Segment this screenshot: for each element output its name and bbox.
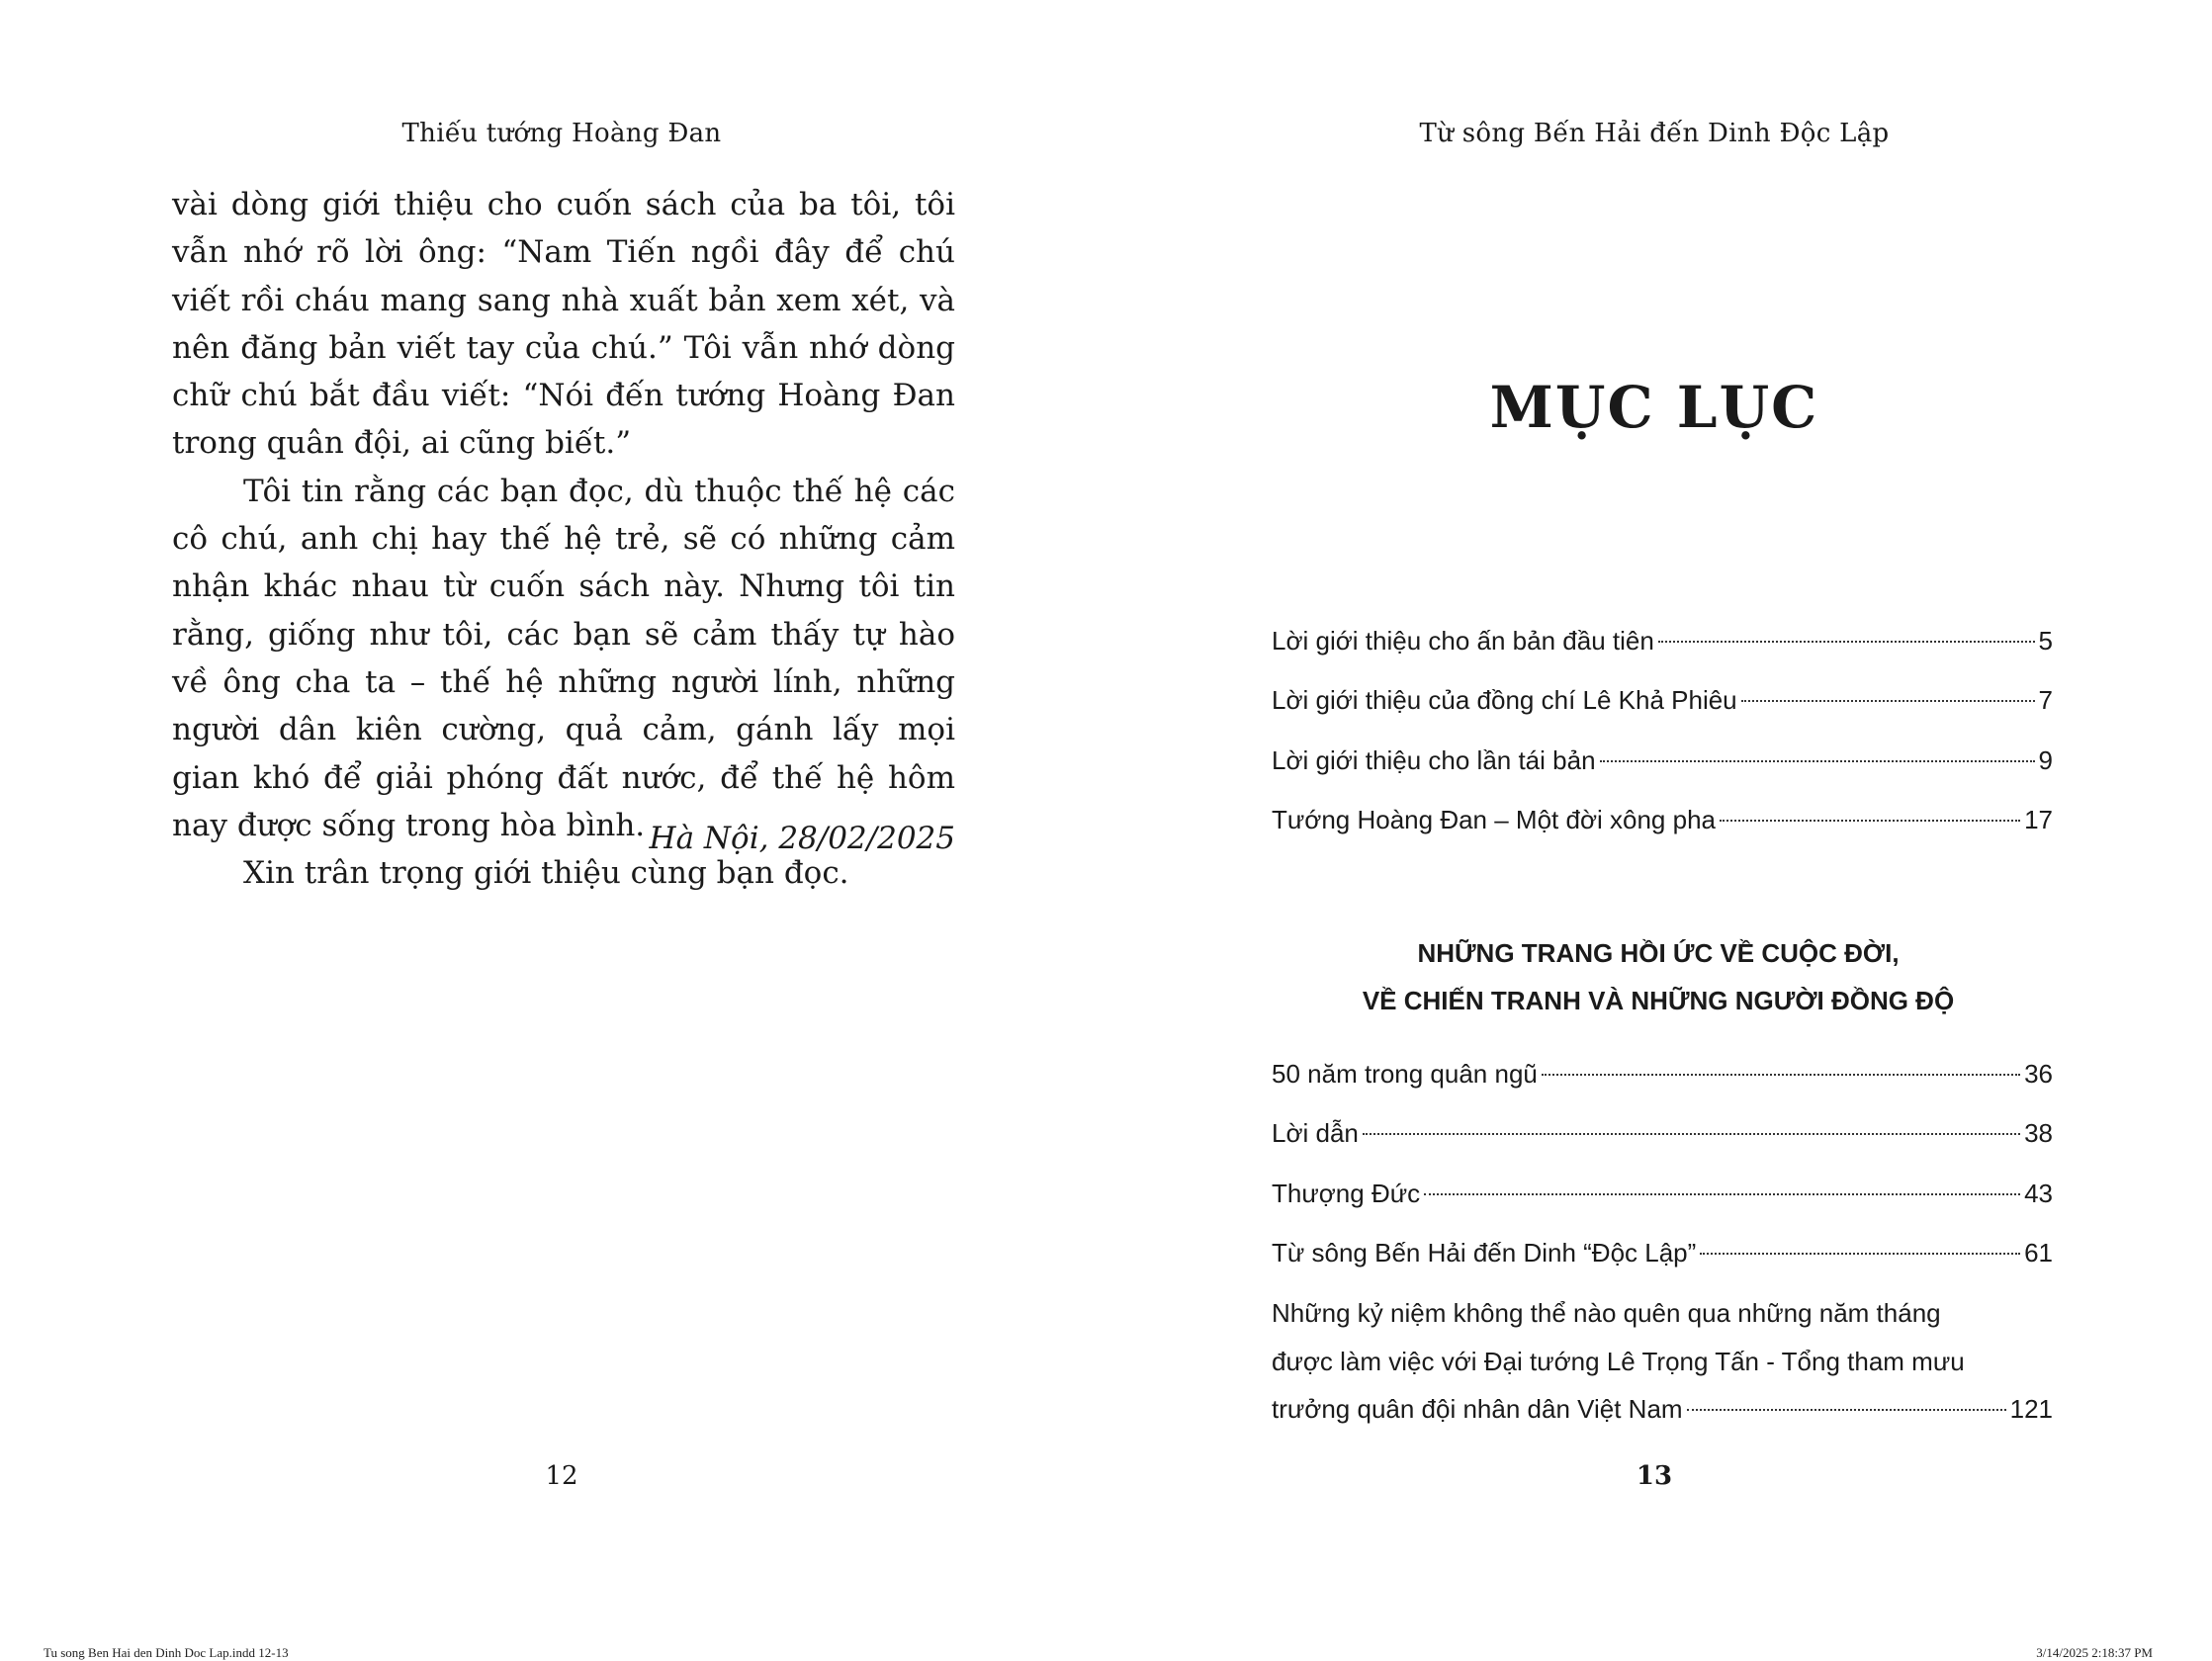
dot-leader — [1741, 700, 2035, 702]
toc-title: MỤC LỤC — [1489, 374, 1819, 441]
paragraph-3: Xin trân trọng giới thiệu cùng bạn đọc. — [243, 855, 849, 892]
dot-leader — [1687, 1409, 2006, 1411]
toc-entry-title: Tướng Hoàng Đan – Một đời xông pha — [1272, 805, 1716, 835]
toc-entry-title: Thượng Đức — [1272, 1178, 1421, 1208]
toc-entry-page: 17 — [2024, 805, 2053, 835]
paragraph-2: Tôi tin rằng các bạn đọc, dù thuộc thế hệ các cô chú, anh chị hay thế hệ trẻ, sẽ có những cảm nhận khác nhau từ cuốn sách này. Nhưng tôi tin rằng, giống như tôi, các bạn sẽ cảm thấy tự hào về ông cha ta – thế hệ những người lính, những người dân kiên cường, quả cảm, gánh lấy mọi gian khó để giải phóng đất nước, để thế hệ hôm nay được sống trong hòa bình. — [172, 473, 955, 843]
running-head-right: Từ sông Bến Hải đến Dinh Độc Lập — [1419, 119, 1890, 148]
toc-entry-page: 9 — [2038, 744, 2053, 775]
section-heading-line-1: NHỮNG TRANG HỒI ỨC VỀ CUỘC ĐỜI, — [1417, 938, 1900, 968]
toc-entry[interactable] — [1272, 802, 2053, 861]
toc-entry-page: 36 — [2024, 1059, 2053, 1089]
toc-entry-line-3-text: trưởng quân đội nhân dân Việt Nam — [1272, 1394, 1683, 1424]
place-date-signature: Hà Nội, 28/02/2025 — [649, 821, 955, 856]
toc-entry[interactable] — [1272, 1235, 2053, 1294]
toc-group-memoirs — [1272, 1056, 2053, 1295]
page-number-right: 13 — [1636, 1461, 1673, 1491]
toc-entry-page: 7 — [2038, 685, 2053, 716]
slug-filename: Tu song Ben Hai den Dinh Doc Lap.indd 12-13 — [44, 1645, 289, 1660]
dot-leader — [1542, 1074, 2020, 1076]
toc-entry[interactable] — [1272, 743, 2053, 802]
dot-leader — [1600, 760, 2035, 762]
dot-leader — [1700, 1253, 2020, 1255]
toc-entry-title: Lời giới thiệu cho ấn bản đầu tiên — [1272, 626, 1654, 656]
toc-entry-page: 43 — [2024, 1178, 2053, 1208]
body-text — [172, 181, 955, 897]
toc-entry-page: 61 — [2024, 1238, 2053, 1268]
slug-timestamp: 3/14/2025 2:18:37 PM — [2036, 1645, 2153, 1660]
dot-leader — [1658, 641, 2035, 643]
toc-entry-title: Lời giới thiệu cho lần tái bản — [1272, 744, 1596, 775]
toc-entry-page: 5 — [2038, 626, 2053, 656]
toc-entry-title: Lời dẫn — [1272, 1118, 1359, 1149]
dot-leader — [1363, 1133, 2020, 1135]
toc-entry-line-3 — [1272, 1385, 2053, 1434]
toc-entry-line-2: được làm việc với Đại tướng Lê Trọng Tấn - Tổng tham mưu — [1272, 1346, 1965, 1376]
toc-entry[interactable] — [1272, 682, 2053, 742]
toc-entry-multiline[interactable] — [1272, 1289, 2053, 1434]
dot-leader — [1424, 1193, 2020, 1195]
right-page — [1106, 0, 2212, 1661]
toc-entry-page: 121 — [2009, 1394, 2053, 1424]
toc-entry[interactable] — [1272, 623, 2053, 682]
section-heading-line-2: VỀ CHIẾN TRANH VÀ NHỮNG NGƯỜI ĐỒNG ĐỘ — [1362, 986, 1955, 1015]
toc-group-front-matter — [1272, 623, 2053, 862]
toc-entry[interactable] — [1272, 1056, 2053, 1115]
page-number-left: 12 — [545, 1461, 578, 1491]
toc-entry-title: Lời giới thiệu của đồng chí Lê Khả Phiêu — [1272, 685, 1737, 716]
dot-leader — [1720, 820, 2020, 822]
running-head-left: Thiếu tướng Hoàng Đan — [401, 119, 722, 148]
toc-entry-title: Từ sông Bến Hải đến Dinh “Độc Lập” — [1272, 1238, 1697, 1268]
toc-entry[interactable] — [1272, 1115, 2053, 1175]
toc-entry-page: 38 — [2024, 1118, 2053, 1149]
section-heading — [1106, 929, 2211, 1024]
paragraph-1: vài dòng giới thiệu cho cuốn sách của ba tôi, tôi vẫn nhớ rõ lời ông: “Nam Tiến ngồi đây để chú viết rồi cháu mang sang nhà xuất bản xem xét, và nên đăng bản viết tay của chú.” Tôi vẫn nhớ dòng chữ chú bắt đầu viết: “Nói đến tướng Hoàng Đan trong quân đội, ai cũng biết.” — [172, 187, 955, 462]
toc-entry-line-1: Những kỷ niệm không thể nào quên qua những năm tháng — [1272, 1298, 1941, 1328]
toc-entry[interactable] — [1272, 1176, 2053, 1235]
toc-entry-title: 50 năm trong quân ngũ — [1272, 1059, 1538, 1089]
